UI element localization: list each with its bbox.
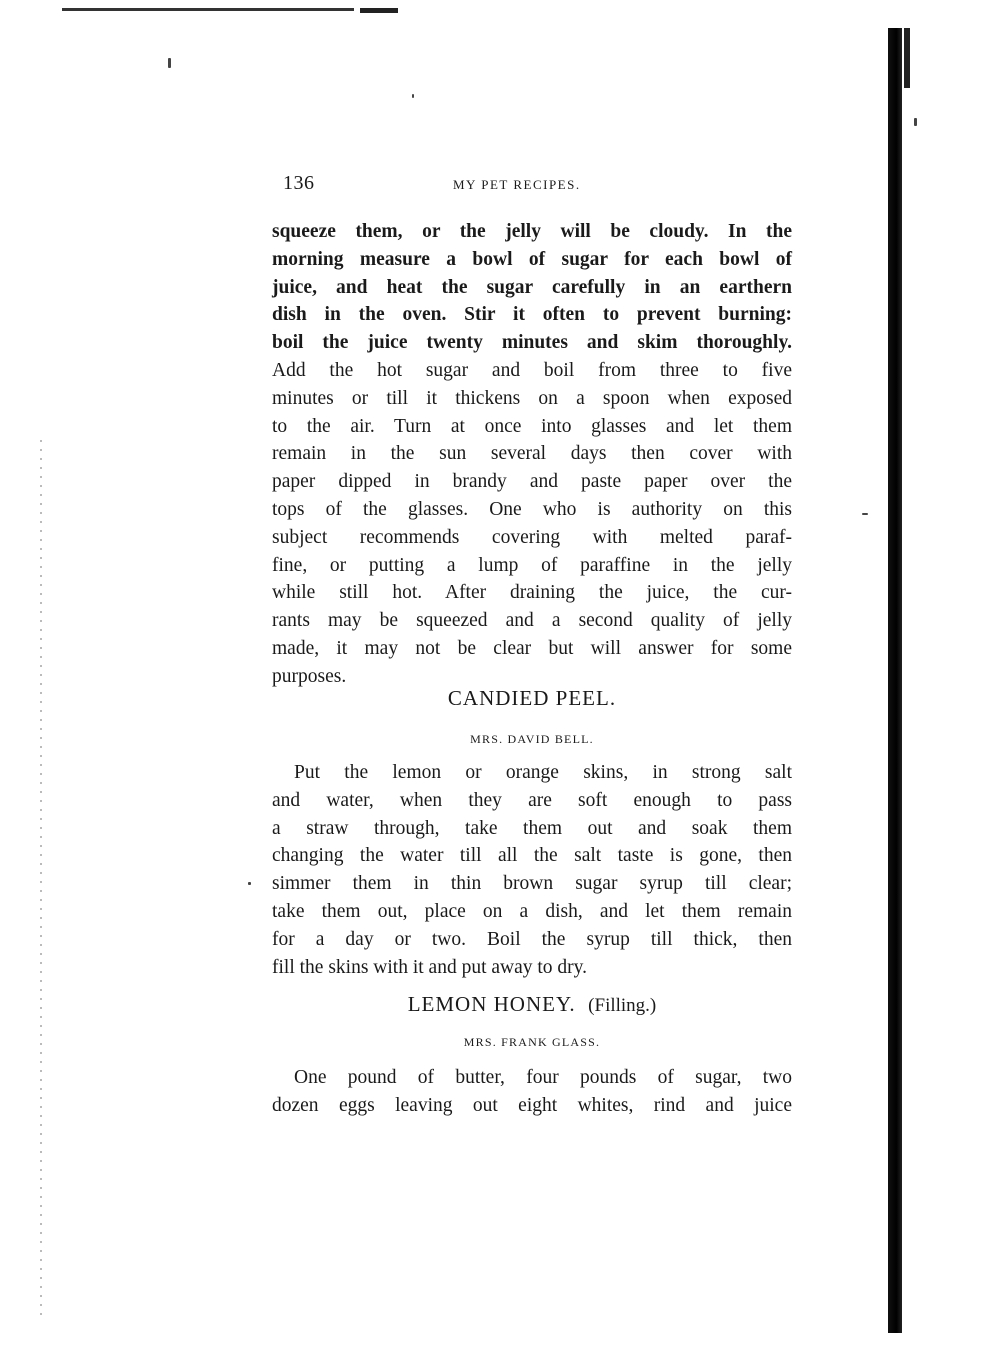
recipe-title-text: LEMON HONEY. [407, 992, 576, 1016]
recipe-title [272, 686, 792, 711]
binding-shadow-notch [904, 28, 910, 88]
running-head: MY PET RECIPES. [453, 177, 581, 192]
text-line: rants may be squeezed and a second quality of jelly [272, 610, 792, 632]
text-line: and water, when they are soft enough to pass [272, 789, 792, 811]
scan-top-rule [62, 8, 354, 11]
text-line: minutes or till it thickens on a spoon when exposed [272, 387, 792, 409]
text-line: Add the hot sugar and boil from three to five [272, 359, 792, 381]
recipe-title-text: CANDIED PEEL. [447, 686, 617, 710]
recipe-body [272, 759, 792, 981]
text-line: boil the juice twenty minutes and skim thoroughly. [272, 332, 792, 354]
page-number: 136 [283, 172, 315, 194]
text-line: take them out, place on a dish, and let them remain [272, 900, 792, 922]
text-line: morning measure a bowl of sugar for each bowl of [272, 248, 792, 270]
text-line: squeeze them, or the jelly will be cloudy. In the [272, 221, 792, 242]
text-line: simmer them in thin brown sugar syrup till clear; [272, 873, 792, 895]
text-line: fill the skins with it and put away to dry. [272, 956, 588, 978]
text-line: dish in the oven. Stir it often to prevent burning: [272, 304, 792, 326]
page-header [283, 172, 783, 202]
scan-speck [412, 94, 414, 98]
text-line: juice, and heat the sugar carefully in an earthern [272, 276, 792, 298]
text-line: subject recommends covering with melted paraf- [272, 526, 792, 548]
text-line: Put the lemon or orange skins, in strong salt [294, 762, 792, 783]
recipe-author: MRS. FRANK GLASS. [463, 1035, 601, 1049]
recipe-title [272, 992, 792, 1017]
scan-speck [168, 58, 171, 68]
binding-shadow [888, 28, 902, 1333]
text-line: to the air. Turn at once into glasses and let them [272, 415, 792, 437]
scan-top-rule-mark [360, 8, 398, 13]
text-line: for a day or two. Boil the syrup till thick, then [272, 928, 792, 950]
scan-speck [248, 882, 251, 885]
text-line: a straw through, take them out and soak them [272, 817, 792, 839]
continuation-paragraph [272, 218, 792, 691]
text-line: tops of the glasses. One who is authority on this [272, 498, 792, 520]
text-line: while still hot. After draining the juice, the cur- [272, 582, 792, 604]
text-line: made, it may not be clear but will answer for some [272, 637, 792, 659]
text-line: changing the water till all the salt taste is gone, then [272, 845, 792, 867]
text-line: purposes. [272, 665, 347, 687]
scan-speck [914, 118, 917, 126]
recipe-author: MRS. DAVID BELL. [470, 732, 594, 746]
recipe-title-aside: (Filling.) [588, 995, 657, 1016]
scan-left-edge-noise [40, 440, 42, 1320]
text-line: dozen eggs leaving out eight whites, rind and juice [272, 1094, 792, 1116]
text-line: One pound of butter, four pounds of sugar, two [294, 1067, 792, 1088]
text-line: paper dipped in brandy and paste paper over the [272, 471, 792, 493]
text-line: remain in the sun several days then cover with [272, 443, 792, 465]
text-line: fine, or putting a lump of paraffine in the jelly [272, 554, 792, 576]
scan-speck [862, 513, 868, 515]
recipe-body [272, 1064, 792, 1120]
